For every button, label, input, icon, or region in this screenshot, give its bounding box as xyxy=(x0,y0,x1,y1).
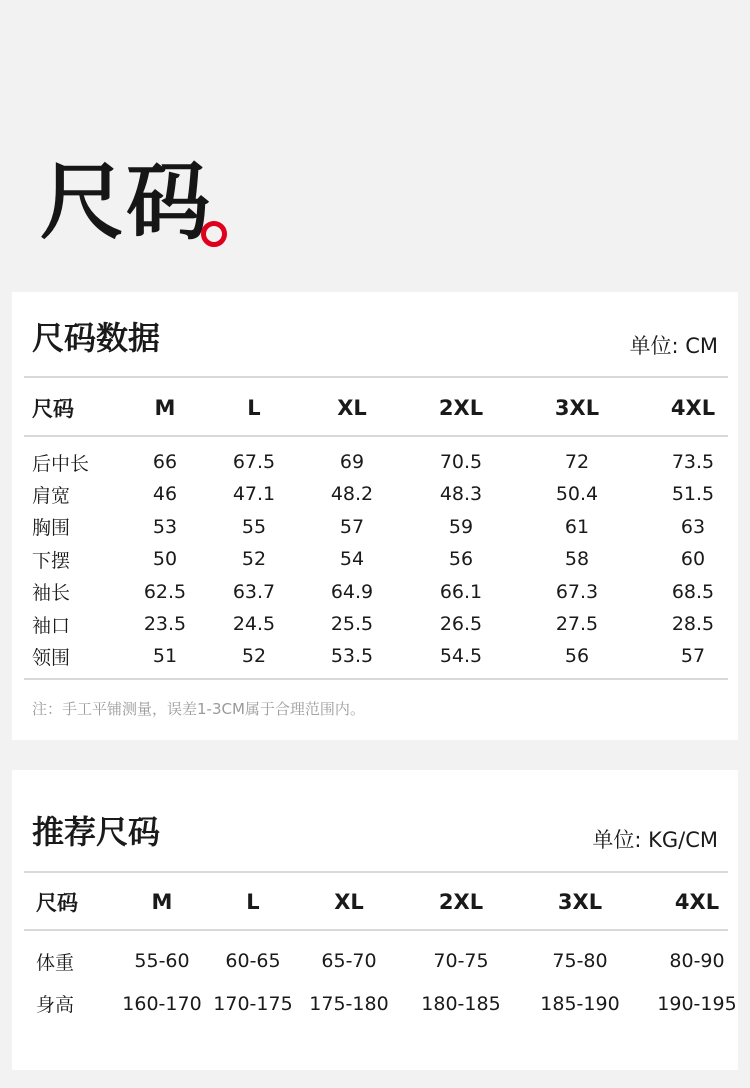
table-row xyxy=(12,988,738,1020)
table-cell: 24.5 xyxy=(232,613,276,635)
table-cell: 175-180 xyxy=(309,992,389,1015)
column-header: XL xyxy=(337,396,367,420)
table-cell: 26.5 xyxy=(439,613,483,635)
table-row xyxy=(12,608,738,640)
table-cell: 46 xyxy=(152,483,178,506)
table-cell: 170-175 xyxy=(213,992,293,1015)
table-cell: 63.7 xyxy=(232,580,276,603)
table-row xyxy=(12,576,738,608)
table-cell: 75-80 xyxy=(552,950,608,972)
table-cell: 54 xyxy=(339,548,365,571)
table-cell: 28.5 xyxy=(671,613,715,635)
table-cell: 60 xyxy=(680,548,706,571)
table-cell: 66 xyxy=(152,451,178,473)
row-label: 领围 xyxy=(32,646,71,669)
divider xyxy=(24,376,728,378)
size-data-title: 尺码数据 xyxy=(32,319,161,357)
column-header: 3XL xyxy=(554,396,600,420)
column-header: M xyxy=(154,396,176,420)
table-cell: 70-75 xyxy=(433,950,489,972)
recommend-title: 推荐尺码 xyxy=(32,813,161,851)
row-label: 袖口 xyxy=(32,614,71,637)
divider xyxy=(24,678,728,680)
table-cell: 55-60 xyxy=(134,950,190,972)
measurement-note: 注：手工平铺测量，误差1-3CM属于合理范围内。 xyxy=(32,700,365,718)
table-cell: 54.5 xyxy=(439,645,483,668)
table-row xyxy=(12,543,738,575)
table-cell: 66.1 xyxy=(439,580,483,603)
table-cell: 190-195 xyxy=(657,992,737,1015)
table-cell: 47.1 xyxy=(232,483,276,506)
row-label: 袖长 xyxy=(32,582,71,605)
divider xyxy=(24,435,728,437)
size-table-header xyxy=(12,392,738,424)
table-cell: 70.5 xyxy=(439,451,483,473)
table-cell: 51.5 xyxy=(671,483,715,506)
table-cell: 57 xyxy=(339,515,365,538)
size-data-unit: 单位: CM xyxy=(629,334,718,358)
row-label: 胸围 xyxy=(32,517,71,540)
table-cell: 48.3 xyxy=(439,483,483,506)
table-cell: 68.5 xyxy=(671,580,715,603)
table-cell: 53 xyxy=(152,515,178,538)
column-header: 4XL xyxy=(674,890,720,914)
row-label: 体重 xyxy=(36,951,75,974)
table-cell: 58 xyxy=(564,548,590,571)
table-cell: 27.5 xyxy=(555,613,599,635)
row-label: 身高 xyxy=(36,994,75,1016)
table-cell: 67.5 xyxy=(232,451,276,473)
table-cell: 57 xyxy=(680,645,706,668)
row-label: 下摆 xyxy=(32,549,71,572)
column-header: 尺码 xyxy=(32,397,74,421)
table-cell: 64.9 xyxy=(330,580,374,603)
table-cell: 185-190 xyxy=(540,992,620,1015)
column-header: XL xyxy=(334,890,364,914)
divider xyxy=(24,929,728,931)
column-header: 3XL xyxy=(557,890,603,914)
table-cell: 50 xyxy=(152,548,178,571)
page-title: 尺码 xyxy=(40,153,213,251)
table-cell: 48.2 xyxy=(330,483,374,506)
size-data-card xyxy=(12,292,738,740)
table-row xyxy=(12,945,738,977)
column-header: 尺码 xyxy=(36,891,78,915)
row-label: 肩宽 xyxy=(32,484,71,507)
table-cell: 73.5 xyxy=(671,451,715,473)
column-header: L xyxy=(246,890,260,914)
table-cell: 61 xyxy=(564,515,590,538)
table-row xyxy=(12,478,738,510)
table-cell: 80-90 xyxy=(669,950,725,972)
table-cell: 53.5 xyxy=(330,645,374,668)
table-cell: 56 xyxy=(564,645,590,668)
table-cell: 62.5 xyxy=(143,580,187,603)
table-cell: 69 xyxy=(339,451,365,473)
table-cell: 52 xyxy=(241,548,267,571)
table-row xyxy=(12,640,738,672)
table-cell: 52 xyxy=(241,645,267,668)
table-cell: 23.5 xyxy=(143,613,187,635)
divider xyxy=(24,871,728,873)
table-cell: 55 xyxy=(241,515,267,538)
column-header: L xyxy=(247,396,261,420)
table-cell: 59 xyxy=(448,515,474,538)
red-circle-icon xyxy=(201,221,227,247)
table-cell: 50.4 xyxy=(555,483,599,506)
table-cell: 63 xyxy=(680,515,706,538)
table-row xyxy=(12,446,738,478)
table-cell: 160-170 xyxy=(122,992,202,1015)
table-cell: 60-65 xyxy=(225,950,281,972)
table-cell: 25.5 xyxy=(330,613,374,635)
table-cell: 65-70 xyxy=(321,950,377,972)
table-cell: 72 xyxy=(564,451,590,473)
recommend-table-header xyxy=(12,886,738,918)
table-cell: 51 xyxy=(152,645,178,668)
column-header: 2XL xyxy=(438,890,484,914)
table-row xyxy=(12,511,738,543)
table-cell: 180-185 xyxy=(421,992,501,1015)
recommend-unit: 单位: KG/CM xyxy=(592,828,718,852)
recommend-card xyxy=(12,770,738,1070)
table-cell: 67.3 xyxy=(555,580,599,603)
table-cell: 56 xyxy=(448,548,474,571)
column-header: 4XL xyxy=(670,396,716,420)
row-label: 后中长 xyxy=(32,452,90,475)
column-header: M xyxy=(151,890,173,914)
column-header: 2XL xyxy=(438,396,484,420)
